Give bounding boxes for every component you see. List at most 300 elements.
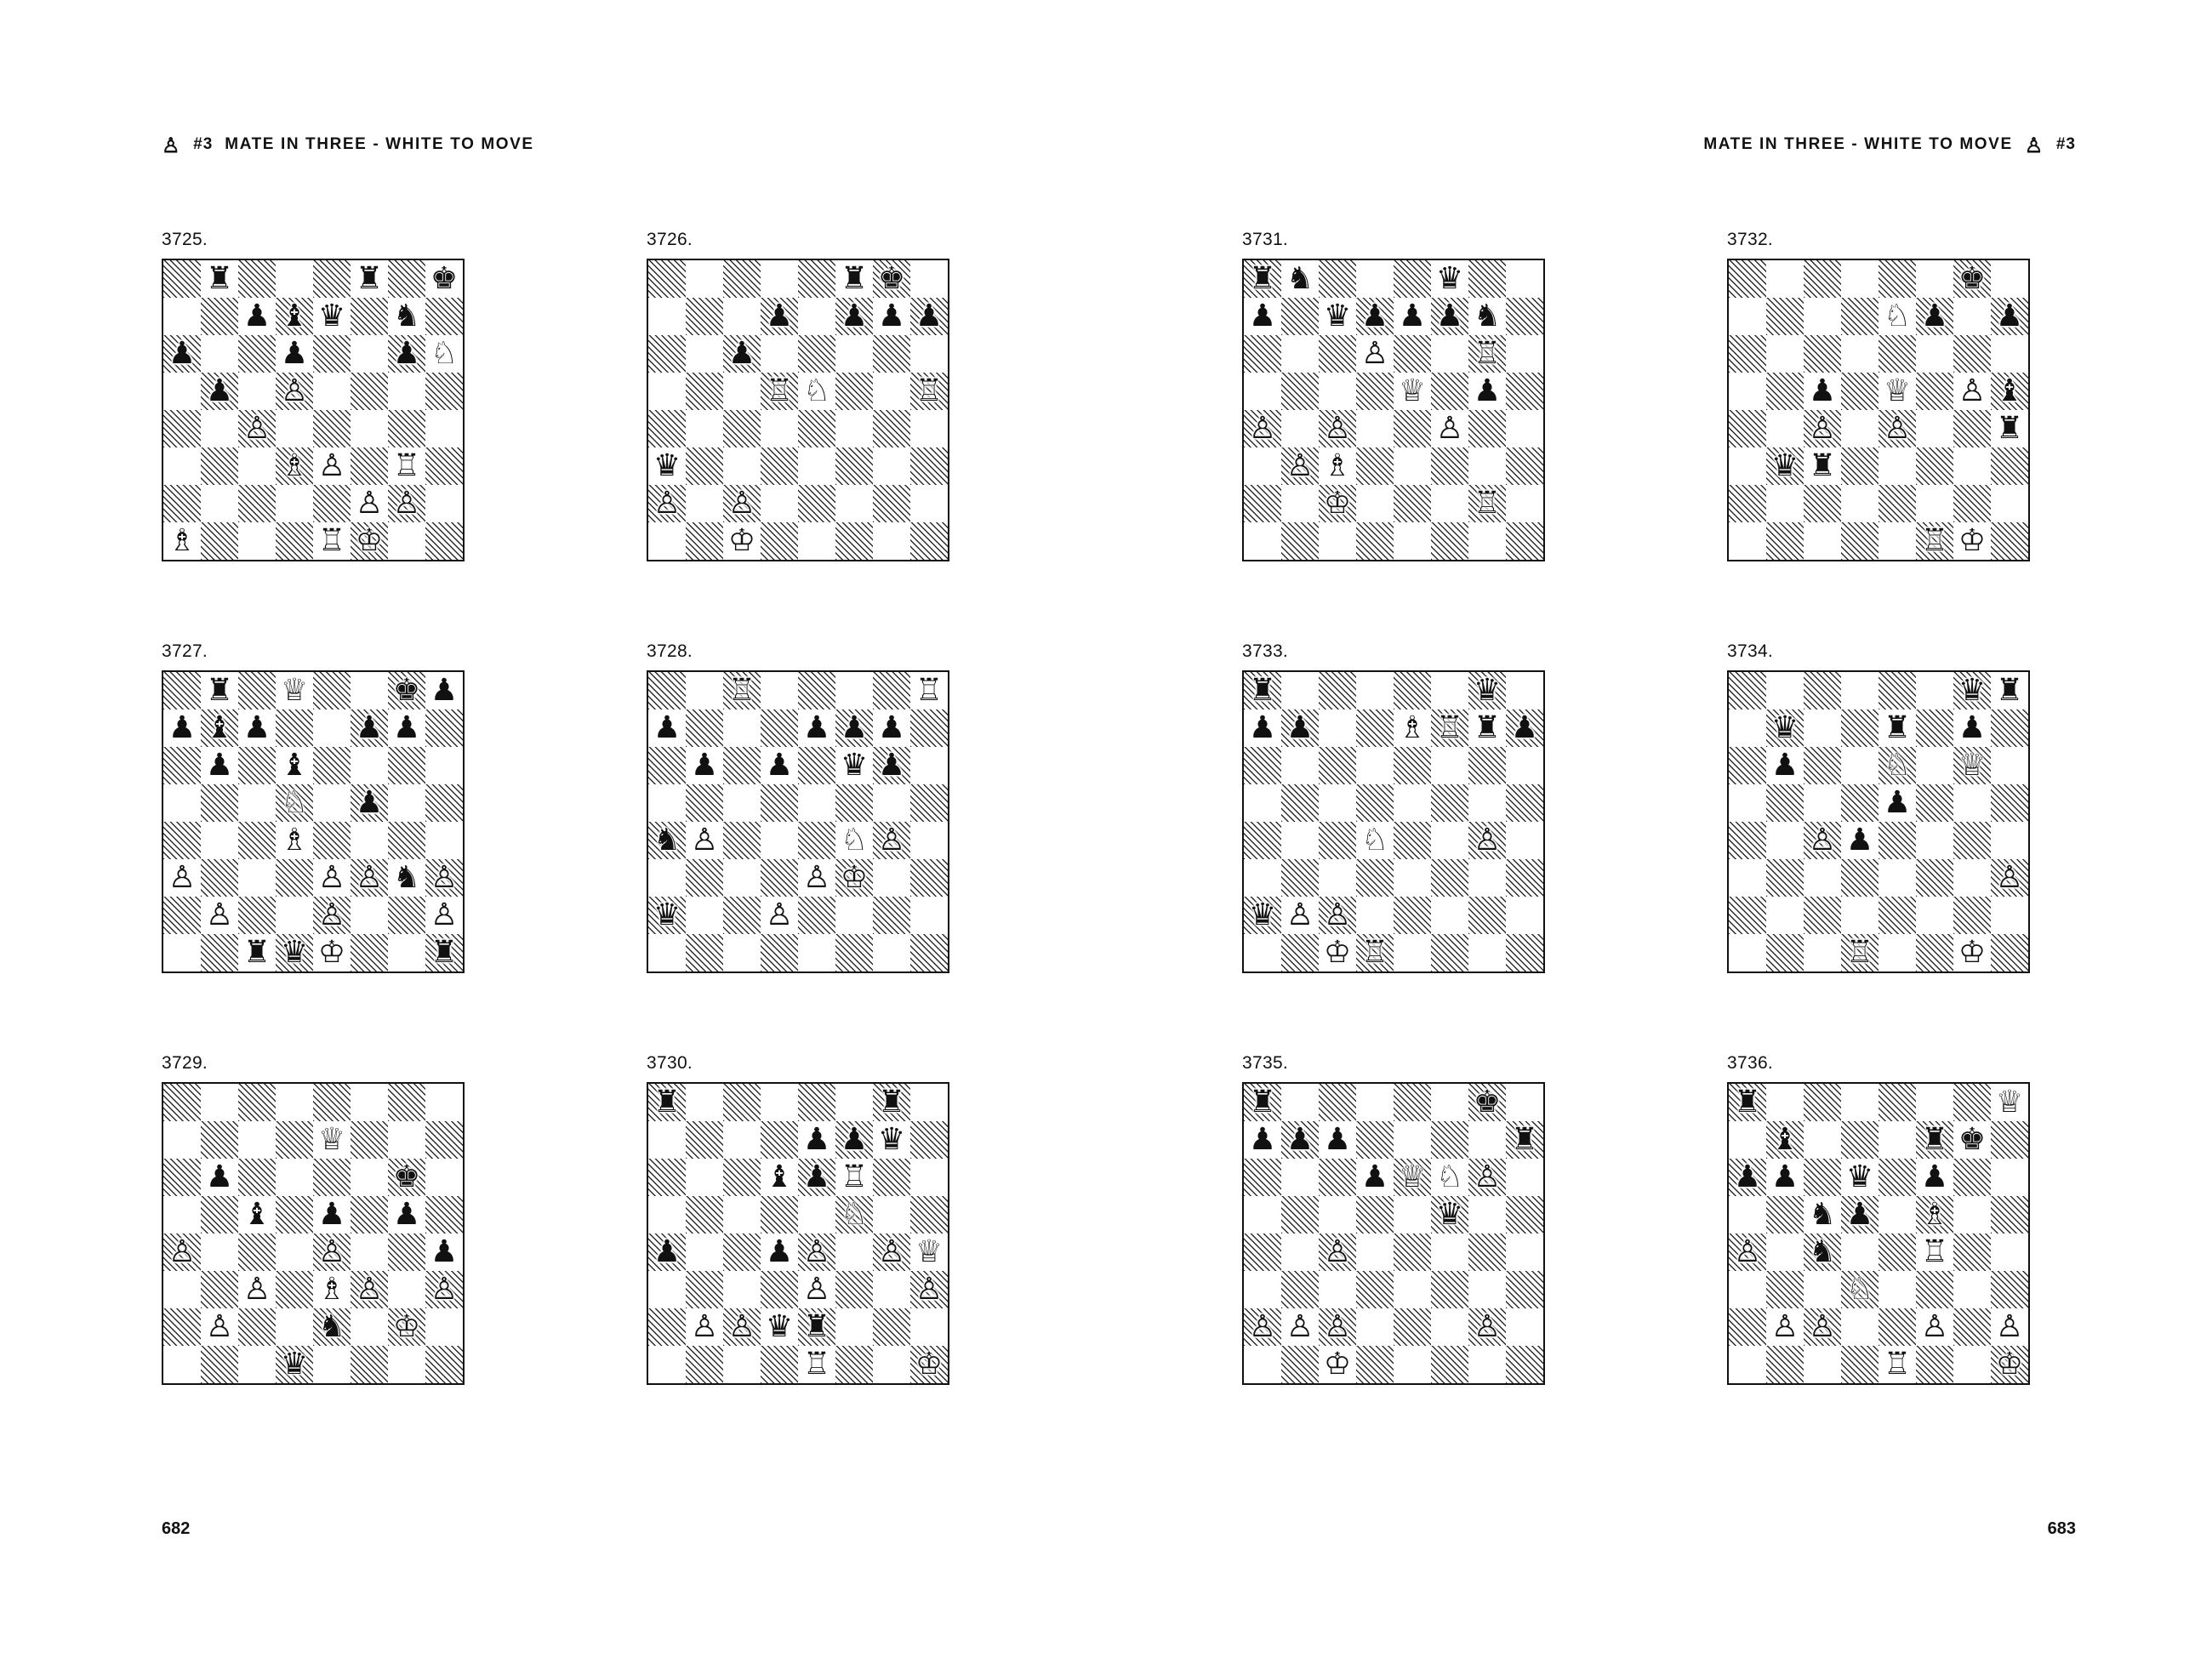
board-square-d4 (761, 1234, 798, 1271)
running-head-right (1703, 134, 2076, 155)
board-square-f3 (1431, 447, 1468, 485)
chess-piece: ♖ (1435, 709, 1464, 744)
chess-piece: ♙ (317, 897, 346, 932)
board-square-h1 (910, 1346, 948, 1383)
board-square-b5 (1281, 784, 1319, 822)
chess-piece: ♙ (727, 1308, 756, 1343)
board-square-f7 (1431, 1121, 1468, 1159)
board-square-b8 (1281, 1084, 1319, 1121)
board-square-f7 (351, 1121, 388, 1159)
puzzle-diagram (162, 230, 465, 561)
chess-piece: ♞ (392, 298, 421, 333)
board-square-e4 (1878, 822, 1916, 859)
board-square-b6 (1281, 335, 1319, 373)
board-square-e8 (1394, 672, 1431, 709)
board-square-e7 (1878, 298, 1916, 335)
board-square-c7 (1319, 709, 1356, 747)
board-square-f1 (835, 934, 873, 971)
board-square-g2 (1468, 485, 1506, 522)
board-square-g7 (1468, 709, 1506, 747)
chess-piece: ♙ (1435, 410, 1464, 445)
chess-piece: ♟ (168, 709, 197, 744)
board-square-e5 (798, 1196, 835, 1234)
board-square-f2 (1916, 1308, 1953, 1346)
board-square-b5 (1766, 1196, 1804, 1234)
board-square-e5 (1394, 1196, 1431, 1234)
board-square-d5 (1356, 373, 1394, 410)
board-square-d6 (1841, 335, 1878, 373)
board-square-a2 (1244, 897, 1281, 934)
chess-piece: ♔ (840, 859, 869, 894)
chess-piece: ♖ (840, 1159, 869, 1194)
board-square-f8 (1431, 260, 1468, 298)
board-square-e6 (313, 1159, 351, 1196)
board-square-e6 (1394, 335, 1431, 373)
board-square-e3 (1394, 447, 1431, 485)
board-square-g2 (388, 897, 425, 934)
board-square-a1 (163, 1346, 201, 1383)
board-square-f4 (351, 822, 388, 859)
board-square-e3 (798, 859, 835, 897)
chess-piece: ♟ (355, 709, 384, 744)
board-square-a4 (1729, 1234, 1766, 1271)
board-square-f3 (351, 447, 388, 485)
board-square-h5 (1991, 784, 2028, 822)
board-square-e8 (313, 260, 351, 298)
board-square-f5 (835, 784, 873, 822)
board-square-g3 (873, 1271, 910, 1308)
board-square-h7 (1991, 298, 2028, 335)
chess-piece: ♙ (205, 897, 234, 932)
board-square-f8 (835, 1084, 873, 1121)
board-square-b6 (1766, 1159, 1804, 1196)
board-square-c8 (1319, 1084, 1356, 1121)
board-square-e7 (313, 709, 351, 747)
board-square-e1 (798, 934, 835, 971)
chess-piece: ♟ (1248, 1121, 1277, 1156)
board-square-a3 (1244, 859, 1281, 897)
chess-piece: ♟ (355, 784, 384, 819)
chess-piece: ♙ (1808, 1308, 1837, 1343)
board-square-f6 (835, 1159, 873, 1196)
board-square-g3 (1953, 447, 1991, 485)
chess-piece: ♔ (1323, 1346, 1352, 1381)
board-square-d4 (276, 1234, 313, 1271)
board-square-f4 (1431, 1234, 1468, 1271)
chess-piece: ♛ (280, 934, 309, 969)
board-square-f7 (1916, 709, 1953, 747)
board-square-d3 (761, 1271, 798, 1308)
board-square-a3 (1729, 859, 1766, 897)
board-square-d1 (1356, 1346, 1394, 1383)
chess-piece: ♜ (1995, 672, 2024, 707)
board-square-c6 (1319, 335, 1356, 373)
board-square-h7 (910, 298, 948, 335)
board-square-d6 (1356, 335, 1394, 373)
board-square-f7 (1431, 298, 1468, 335)
board-square-a2 (1244, 485, 1281, 522)
board-square-g2 (873, 1308, 910, 1346)
board-square-d6 (1841, 1159, 1878, 1196)
board-square-d1 (276, 934, 313, 971)
chess-piece: ♛ (1770, 709, 1799, 744)
board-square-a5 (1244, 1196, 1281, 1234)
board-square-b6 (201, 335, 238, 373)
board-square-g6 (1468, 1159, 1506, 1196)
board-square-f5 (1431, 1196, 1468, 1234)
board-square-f6 (1916, 1159, 1953, 1196)
board-square-h6 (1991, 335, 2028, 373)
board-square-c8 (1804, 260, 1841, 298)
puzzle-number: 3735. (1242, 1053, 1289, 1073)
board-square-a4 (163, 410, 201, 447)
chess-piece: ♟ (1845, 822, 1874, 857)
board-square-e8 (1394, 260, 1431, 298)
board-square-c7 (1319, 1121, 1356, 1159)
puzzle-diagram (647, 1053, 949, 1385)
board-square-h2 (425, 1308, 463, 1346)
board-square-g1 (873, 934, 910, 971)
board-square-a6 (648, 747, 686, 784)
board-square-e6 (1394, 1159, 1431, 1196)
board-square-g7 (1468, 1121, 1506, 1159)
chess-piece: ♙ (317, 1234, 346, 1268)
board-square-g2 (873, 897, 910, 934)
board-square-h8 (910, 260, 948, 298)
board-square-b8 (1766, 1084, 1804, 1121)
board-square-c1 (238, 934, 276, 971)
board-square-a7 (1244, 709, 1281, 747)
chess-board (1727, 670, 2030, 973)
board-square-e1 (313, 934, 351, 971)
board-square-c3 (1804, 859, 1841, 897)
board-square-f6 (835, 335, 873, 373)
board-square-c1 (1319, 522, 1356, 560)
board-square-c2 (1319, 1308, 1356, 1346)
board-square-b4 (1766, 410, 1804, 447)
board-square-f6 (835, 747, 873, 784)
board-square-g6 (1468, 335, 1506, 373)
chess-board (162, 1082, 465, 1385)
board-square-g6 (873, 747, 910, 784)
board-square-h3 (425, 1271, 463, 1308)
chess-piece: ♟ (1510, 709, 1539, 744)
board-square-a6 (163, 1159, 201, 1196)
board-square-d5 (1356, 1196, 1394, 1234)
board-square-e4 (313, 1234, 351, 1271)
chess-piece: ♖ (1920, 1234, 1949, 1268)
board-square-a1 (163, 522, 201, 560)
chess-piece: ♟ (802, 709, 831, 744)
board-square-e6 (313, 335, 351, 373)
board-square-d4 (1356, 410, 1394, 447)
board-square-d7 (276, 709, 313, 747)
board-square-h2 (1506, 1308, 1543, 1346)
board-square-a8 (1729, 260, 1766, 298)
board-square-e2 (313, 897, 351, 934)
board-square-b3 (1281, 1271, 1319, 1308)
board-square-c2 (1804, 897, 1841, 934)
board-square-c2 (723, 1308, 761, 1346)
board-square-e2 (798, 485, 835, 522)
board-square-b7 (201, 709, 238, 747)
board-square-a7 (648, 1121, 686, 1159)
board-square-g5 (1468, 373, 1506, 410)
board-square-e1 (1394, 1346, 1431, 1383)
board-square-e2 (313, 1308, 351, 1346)
board-square-b7 (201, 298, 238, 335)
board-square-e2 (1878, 485, 1916, 522)
chess-piece: ♟ (1286, 1121, 1314, 1156)
board-square-f2 (835, 1308, 873, 1346)
board-square-b7 (686, 1121, 723, 1159)
board-square-g6 (388, 335, 425, 373)
board-square-a5 (1244, 784, 1281, 822)
board-square-f5 (1431, 784, 1468, 822)
board-square-b2 (1281, 897, 1319, 934)
board-square-c2 (723, 485, 761, 522)
board-square-f3 (1431, 859, 1468, 897)
board-square-d2 (276, 897, 313, 934)
board-square-h3 (1991, 1271, 2028, 1308)
chess-piece: ♖ (727, 672, 756, 707)
board-square-e4 (1878, 1234, 1916, 1271)
board-square-c4 (723, 822, 761, 859)
board-square-e7 (1394, 298, 1431, 335)
board-square-e8 (798, 672, 835, 709)
chess-piece: ♝ (280, 298, 309, 333)
chess-piece: ♙ (653, 485, 681, 520)
chess-piece: ♙ (355, 1271, 384, 1306)
board-square-g1 (1953, 1346, 1991, 1383)
board-square-f5 (1431, 373, 1468, 410)
board-square-h3 (910, 447, 948, 485)
board-square-c4 (1319, 822, 1356, 859)
board-square-b5 (201, 373, 238, 410)
board-square-b4 (201, 822, 238, 859)
board-square-g8 (388, 672, 425, 709)
board-square-a1 (648, 934, 686, 971)
board-square-g6 (873, 335, 910, 373)
chess-piece: ♘ (430, 335, 459, 370)
board-square-d7 (761, 709, 798, 747)
chess-piece: ♙ (1248, 410, 1277, 445)
board-square-h4 (1991, 1234, 2028, 1271)
board-square-h1 (1506, 934, 1543, 971)
board-square-d6 (1841, 747, 1878, 784)
board-square-g8 (1953, 672, 1991, 709)
puzzle-diagram (647, 230, 949, 561)
board-square-d3 (1356, 1271, 1394, 1308)
board-square-c6 (723, 747, 761, 784)
board-square-b2 (686, 897, 723, 934)
board-square-h3 (425, 859, 463, 897)
board-square-g3 (873, 859, 910, 897)
chess-piece: ♝ (1995, 373, 2024, 407)
board-square-h2 (1991, 1308, 2028, 1346)
board-square-d1 (276, 522, 313, 560)
board-square-f8 (1916, 260, 1953, 298)
board-square-e1 (798, 1346, 835, 1383)
chess-piece: ♙ (1883, 410, 1912, 445)
board-square-d4 (1356, 1234, 1394, 1271)
chess-piece: ♙ (168, 1234, 197, 1268)
board-square-a6 (648, 335, 686, 373)
chess-piece: ♟ (392, 335, 421, 370)
board-square-g5 (873, 784, 910, 822)
chess-piece: ♙ (877, 822, 906, 857)
board-square-g1 (1468, 1346, 1506, 1383)
board-square-h8 (1991, 260, 2028, 298)
board-square-g8 (388, 1084, 425, 1121)
board-square-b1 (1766, 934, 1804, 971)
puzzle-number: 3736. (1727, 1053, 1774, 1073)
board-square-a6 (1244, 1159, 1281, 1196)
board-square-f1 (351, 1346, 388, 1383)
board-square-a7 (1729, 1121, 1766, 1159)
board-square-h3 (425, 447, 463, 485)
board-square-d1 (761, 522, 798, 560)
chess-piece: ♛ (317, 298, 346, 333)
board-square-f7 (1916, 298, 1953, 335)
board-square-c2 (238, 1308, 276, 1346)
puzzle-diagram (1242, 230, 1545, 561)
board-square-d3 (1841, 1271, 1878, 1308)
board-square-b3 (1766, 1271, 1804, 1308)
chess-piece: ♚ (877, 260, 906, 295)
board-square-d8 (761, 672, 798, 709)
board-square-g1 (388, 522, 425, 560)
board-square-d1 (1356, 522, 1394, 560)
board-square-c1 (1804, 1346, 1841, 1383)
board-square-f7 (835, 298, 873, 335)
board-square-c2 (238, 485, 276, 522)
board-square-e6 (798, 335, 835, 373)
board-square-a6 (1729, 1159, 1766, 1196)
board-square-b4 (201, 410, 238, 447)
board-square-f4 (1431, 822, 1468, 859)
board-square-a3 (1244, 447, 1281, 485)
board-square-g2 (1468, 897, 1506, 934)
board-square-f5 (835, 373, 873, 410)
chess-piece: ♚ (1958, 260, 1987, 295)
board-square-a5 (163, 373, 201, 410)
chess-piece: ♙ (317, 859, 346, 894)
board-square-b4 (1766, 1234, 1804, 1271)
board-square-g8 (1468, 1084, 1506, 1121)
board-square-a1 (648, 522, 686, 560)
chess-piece: ♔ (1958, 522, 1987, 557)
board-square-e5 (798, 373, 835, 410)
chess-piece: ♞ (317, 1308, 346, 1343)
board-square-h8 (1506, 672, 1543, 709)
board-square-g5 (388, 373, 425, 410)
board-square-g5 (1953, 1196, 1991, 1234)
chess-piece: ♙ (355, 485, 384, 520)
board-square-d7 (1356, 298, 1394, 335)
board-square-c1 (1319, 1346, 1356, 1383)
chess-piece: ♟ (1286, 709, 1314, 744)
board-square-g8 (388, 260, 425, 298)
chess-piece: ♟ (765, 298, 794, 333)
board-square-a5 (648, 1196, 686, 1234)
board-square-c3 (1319, 447, 1356, 485)
board-square-h7 (1991, 1121, 2028, 1159)
board-square-f8 (351, 260, 388, 298)
chess-piece: ♙ (430, 1271, 459, 1306)
chess-piece: ♟ (430, 1234, 459, 1268)
board-square-c6 (1804, 335, 1841, 373)
board-square-a5 (648, 784, 686, 822)
board-square-h8 (425, 260, 463, 298)
board-square-c3 (1804, 447, 1841, 485)
board-square-e1 (1394, 934, 1431, 971)
board-square-c4 (1804, 410, 1841, 447)
board-square-e8 (798, 1084, 835, 1121)
board-square-d4 (761, 410, 798, 447)
board-square-c3 (723, 447, 761, 485)
board-square-h8 (1991, 1084, 2028, 1121)
board-square-e4 (798, 1234, 835, 1271)
chess-piece: ♔ (392, 1308, 421, 1343)
chess-piece: ♔ (1958, 934, 1987, 969)
puzzle-number: 3727. (162, 641, 208, 661)
board-square-f8 (1916, 672, 1953, 709)
board-square-g6 (1953, 747, 1991, 784)
chess-piece: ♟ (242, 298, 271, 333)
board-square-h1 (425, 934, 463, 971)
board-square-e7 (1394, 709, 1431, 747)
chess-piece: ♖ (1920, 522, 1949, 557)
chess-piece: ♜ (430, 934, 459, 969)
board-square-b1 (1281, 934, 1319, 971)
board-square-c5 (238, 1196, 276, 1234)
board-square-c6 (1804, 1159, 1841, 1196)
board-square-d5 (761, 373, 798, 410)
board-square-g1 (873, 522, 910, 560)
chess-piece: ♕ (1958, 747, 1987, 782)
chess-piece: ♙ (727, 485, 756, 520)
board-square-b4 (1281, 822, 1319, 859)
running-head-title: MATE IN THREE - WHITE TO MOVE (225, 135, 534, 153)
board-square-a2 (648, 485, 686, 522)
board-square-b4 (686, 410, 723, 447)
puzzle-grid-right (1242, 230, 2076, 1385)
board-square-b8 (686, 1084, 723, 1121)
board-square-h3 (910, 859, 948, 897)
chess-piece: ♟ (840, 1121, 869, 1156)
chess-piece: ♖ (1473, 485, 1502, 520)
board-square-h5 (910, 784, 948, 822)
board-square-a5 (163, 784, 201, 822)
board-square-f2 (1431, 485, 1468, 522)
board-square-g6 (1468, 747, 1506, 784)
board-square-h4 (425, 1234, 463, 1271)
board-square-a6 (163, 747, 201, 784)
board-square-f4 (1916, 822, 1953, 859)
board-square-b6 (1766, 335, 1804, 373)
board-square-c8 (1319, 672, 1356, 709)
board-square-h5 (1506, 1196, 1543, 1234)
chess-piece: ♙ (1323, 1308, 1352, 1343)
board-square-c2 (723, 897, 761, 934)
board-square-b4 (1281, 410, 1319, 447)
chess-piece: ♙ (430, 897, 459, 932)
chess-piece: ♙ (1473, 1308, 1502, 1343)
board-square-d6 (761, 335, 798, 373)
chess-board (1727, 259, 2030, 561)
board-square-g8 (873, 672, 910, 709)
